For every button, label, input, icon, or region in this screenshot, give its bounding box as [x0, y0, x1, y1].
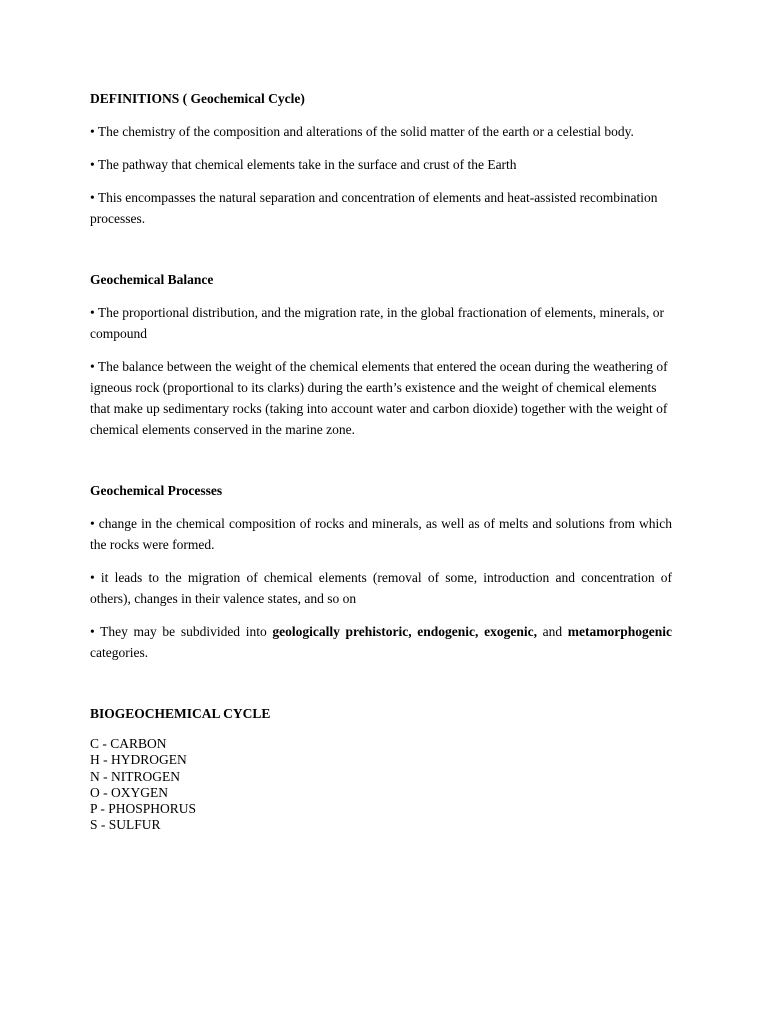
definitions-bullet-1: • The chemistry of the composition and alterations of the solid matter of the earth or a celestial body. [90, 124, 634, 139]
processes-bullet-3-prefix: • They may be subdivided into [90, 624, 273, 639]
definitions-bullet-3: • This encompasses the natural separation and concentration of elements and heat-assisted recombination processes. [90, 190, 658, 226]
section-spacer [90, 452, 672, 480]
section-geochemical-processes [90, 480, 672, 663]
processes-bullet-1: • change in the chemical composition of rocks and minerals, as well as of melts and solutions from which the rocks were formed. [90, 516, 672, 552]
definitions-bullet-2: • The pathway that chemical elements take in the surface and crust of the Earth [90, 157, 517, 172]
term-metamorphogenic: metamorphogenic [567, 624, 672, 639]
biogeo-heading: BIOGEOCHEMICAL CYCLE [90, 706, 271, 721]
term-separator: and [536, 624, 568, 639]
element-hydrogen: H - HYDROGEN [90, 752, 187, 768]
definitions-heading: DEFINITIONS ( Geochemical Cycle) [90, 91, 305, 106]
balance-bullet-1: • The proportional distribution, and the migration rate, in the global fractionation of elements, minerals, or compound [90, 305, 664, 341]
element-sulfur: S - SULFUR [90, 817, 161, 833]
balance-heading: Geochemical Balance [90, 272, 214, 287]
element-nitrogen: N - NITROGEN [90, 768, 180, 784]
term-geologically-prehistoric: geologically prehistoric, [272, 624, 412, 639]
document-page [90, 88, 672, 834]
element-carbon: C - CARBON [90, 736, 167, 751]
processes-bullet-2: • it leads to the migration of chemical elements (removal of some, introduction and concentration of others), changes in their valence states, and so on [90, 570, 672, 606]
processes-bullet-3-suffix: categories. [90, 645, 149, 660]
element-phosphorus: P - PHOSPHORUS [90, 801, 197, 817]
balance-bullet-2: • The balance between the weight of the chemical elements that entered the ocean during the weathering of igneous rock (proportional to its clarks) during the earth’s existence and the weight of chemical elements that make up sedimentary rocks (taking into account water and carbon dioxide) together with the weight of chemical elements conserved in the marine zone. [90, 359, 668, 437]
processes-bullet-3 [90, 621, 672, 663]
section-geochemical-balance [90, 269, 672, 440]
element-list [90, 736, 672, 834]
section-definitions [90, 88, 672, 229]
section-biogeochemical-cycle [90, 703, 672, 834]
element-oxygen: O - OXYGEN [90, 784, 168, 800]
term-endogenic: endogenic, [417, 624, 479, 639]
term-exogenic: exogenic, [484, 624, 537, 639]
processes-heading: Geochemical Processes [90, 483, 223, 498]
section-spacer [90, 241, 672, 269]
section-spacer [90, 675, 672, 703]
